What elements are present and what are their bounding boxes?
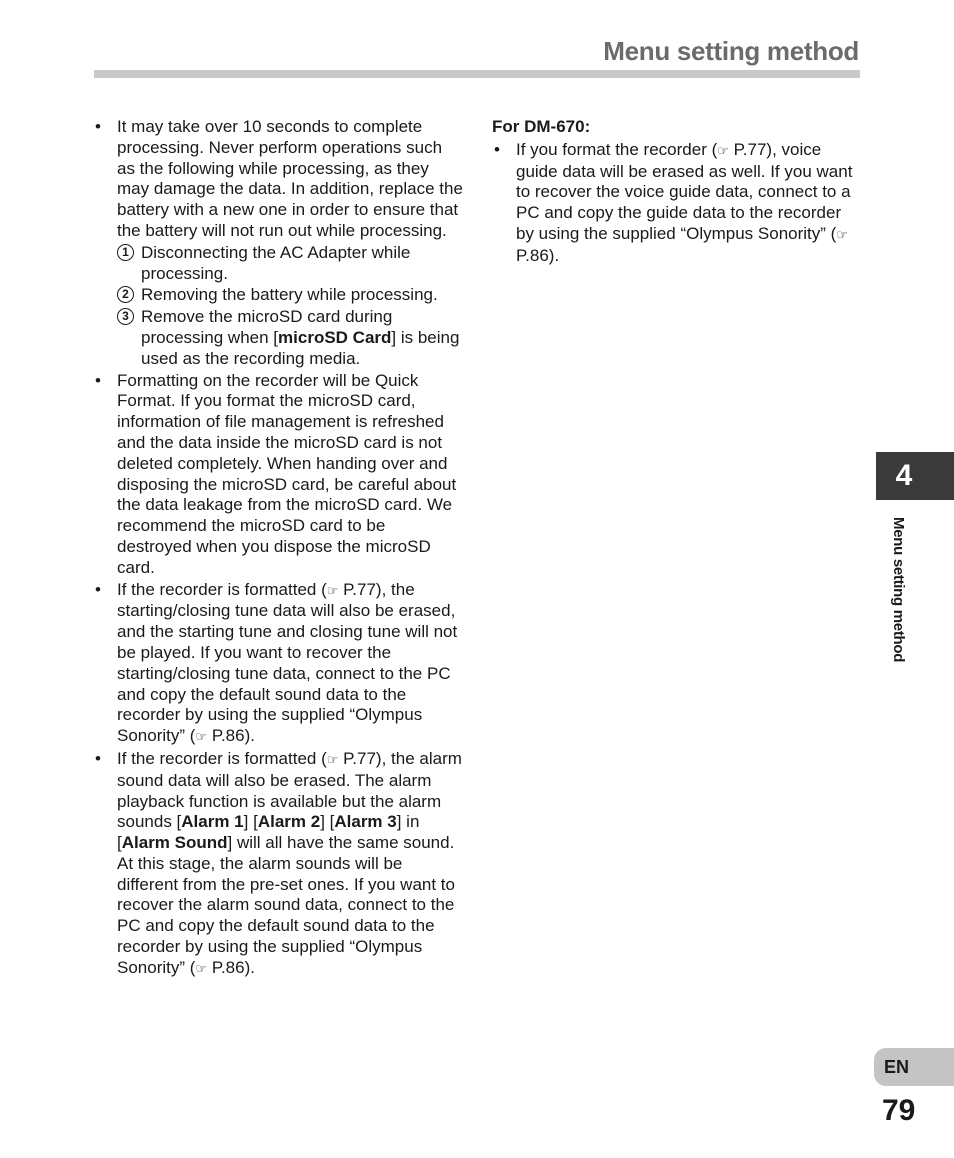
bullet-text: If the recorder is formatted ( <box>117 579 327 599</box>
page-reference-icon: ☞ <box>326 582 339 598</box>
page-number: 79 <box>882 1094 916 1127</box>
numbered-item-text-pre: Remove the microSD card during processing when [ <box>141 307 393 347</box>
number-circle: 2 <box>117 286 134 303</box>
page-reference-icon: ☞ <box>195 960 208 976</box>
menu-option-alarm-1: Alarm 1 <box>181 812 244 832</box>
bullet-text: If you format the recorder ( <box>516 139 718 159</box>
section-heading: For DM-670: <box>492 117 591 136</box>
bullet-item <box>492 140 857 267</box>
chapter-tab <box>876 452 954 500</box>
bullet-item <box>93 371 463 579</box>
right-column <box>492 117 857 268</box>
bullet-marker: • <box>95 370 101 390</box>
page-reference: P.77 <box>733 139 767 159</box>
page-reference-icon: ☞ <box>836 226 848 242</box>
bullet-text: Formatting on the recorder will be Quick Format. If you format the microSD card, information of file management is refreshed and the data inside the microSD card is not deleted completely. When handing over and disposing the microSD card, be careful about the data leakage from the microSD card. We recommend the microSD card to be destroyed when you dispose the microSD card. <box>117 370 457 577</box>
bullet-item <box>93 749 463 980</box>
numbered-item <box>93 243 463 285</box>
bullet-marker: • <box>95 117 101 136</box>
bullet-text: ). <box>244 726 255 746</box>
numbered-item-text-post: ] is being used as the recording media. <box>141 327 460 368</box>
bullet-text: ), the starting/closing tune data will also be erased, and the starting tune and closing tune will not be played. If you want to recover the starting/closing tune data, connect to the PC and copy the default sound data to the recorder by using the supplied “Olympus Sonority” ( <box>117 579 458 746</box>
bullet-text: ] will all have the same sound. At this stage, the alarm sounds will be different from the pre-set ones. If you want to recover the alarm sound data, connect to the PC and copy the default sound data to the recorder by using the supplied “Olympus Sonority” ( <box>117 833 455 977</box>
bullet-text: ), the alarm sound data will also be erased. The alarm playback function is available but the alarm sounds [ <box>117 748 462 832</box>
page-reference: P.86 <box>211 726 245 746</box>
bullet-text: If the recorder is formatted ( <box>117 748 327 768</box>
bullet-text: ] [ <box>243 812 258 832</box>
page-reference: P.86 <box>516 245 549 265</box>
bullet-item <box>93 580 463 748</box>
number-circle: 1 <box>117 244 134 261</box>
bullet-text: ). <box>244 957 255 977</box>
header-rule <box>94 70 860 78</box>
chapter-side-title: Menu setting method <box>890 517 907 663</box>
left-column <box>93 117 463 981</box>
page-reference: P.77 <box>343 748 376 768</box>
page-reference: P.77 <box>343 579 376 599</box>
number-circle: 3 <box>117 308 134 325</box>
numbered-item <box>93 307 463 369</box>
bullet-marker: • <box>95 748 101 768</box>
menu-option-alarm-sound: Alarm Sound <box>121 833 228 853</box>
numbered-item-text: Disconnecting the AC Adapter while processing. <box>141 242 411 283</box>
bullet-marker: • <box>95 579 101 599</box>
chapter-number: 4 <box>895 459 913 492</box>
bullet-text: ), voice guide data will be erased as well. If you want to recover the voice guide data, connect to a PC and copy the guide data to the recorder by using the supplied “Olympus Sonority” ( <box>516 139 853 243</box>
bullet-marker: • <box>494 139 500 159</box>
bullet-text: ] [ <box>320 812 335 832</box>
language-label: EN <box>884 1056 910 1077</box>
menu-option-alarm-2: Alarm 2 <box>257 812 321 832</box>
numbered-item-text: Removing the battery while processing. <box>141 285 438 305</box>
page-reference: P.86 <box>211 957 245 977</box>
numbered-item <box>93 285 463 306</box>
bullet-text: It may take over 10 seconds to complete processing. Never perform operations such as the following while processing, as they may damage the data. In addition, replace the battery with a new one in order to ensure that the battery will not run out while processing. <box>117 117 463 240</box>
bullet-text: ). <box>548 245 560 265</box>
menu-option-microsd-card: microSD Card <box>278 327 392 347</box>
bullet-text: ] in [ <box>117 812 420 853</box>
page-reference-icon: ☞ <box>326 751 339 767</box>
page-header-title: Menu setting method <box>603 36 859 66</box>
language-tab <box>874 1048 954 1086</box>
menu-option-alarm-3: Alarm 3 <box>334 812 397 832</box>
bullet-item <box>93 117 463 242</box>
page-reference-icon: ☞ <box>717 142 729 158</box>
page-reference-icon: ☞ <box>195 729 208 745</box>
